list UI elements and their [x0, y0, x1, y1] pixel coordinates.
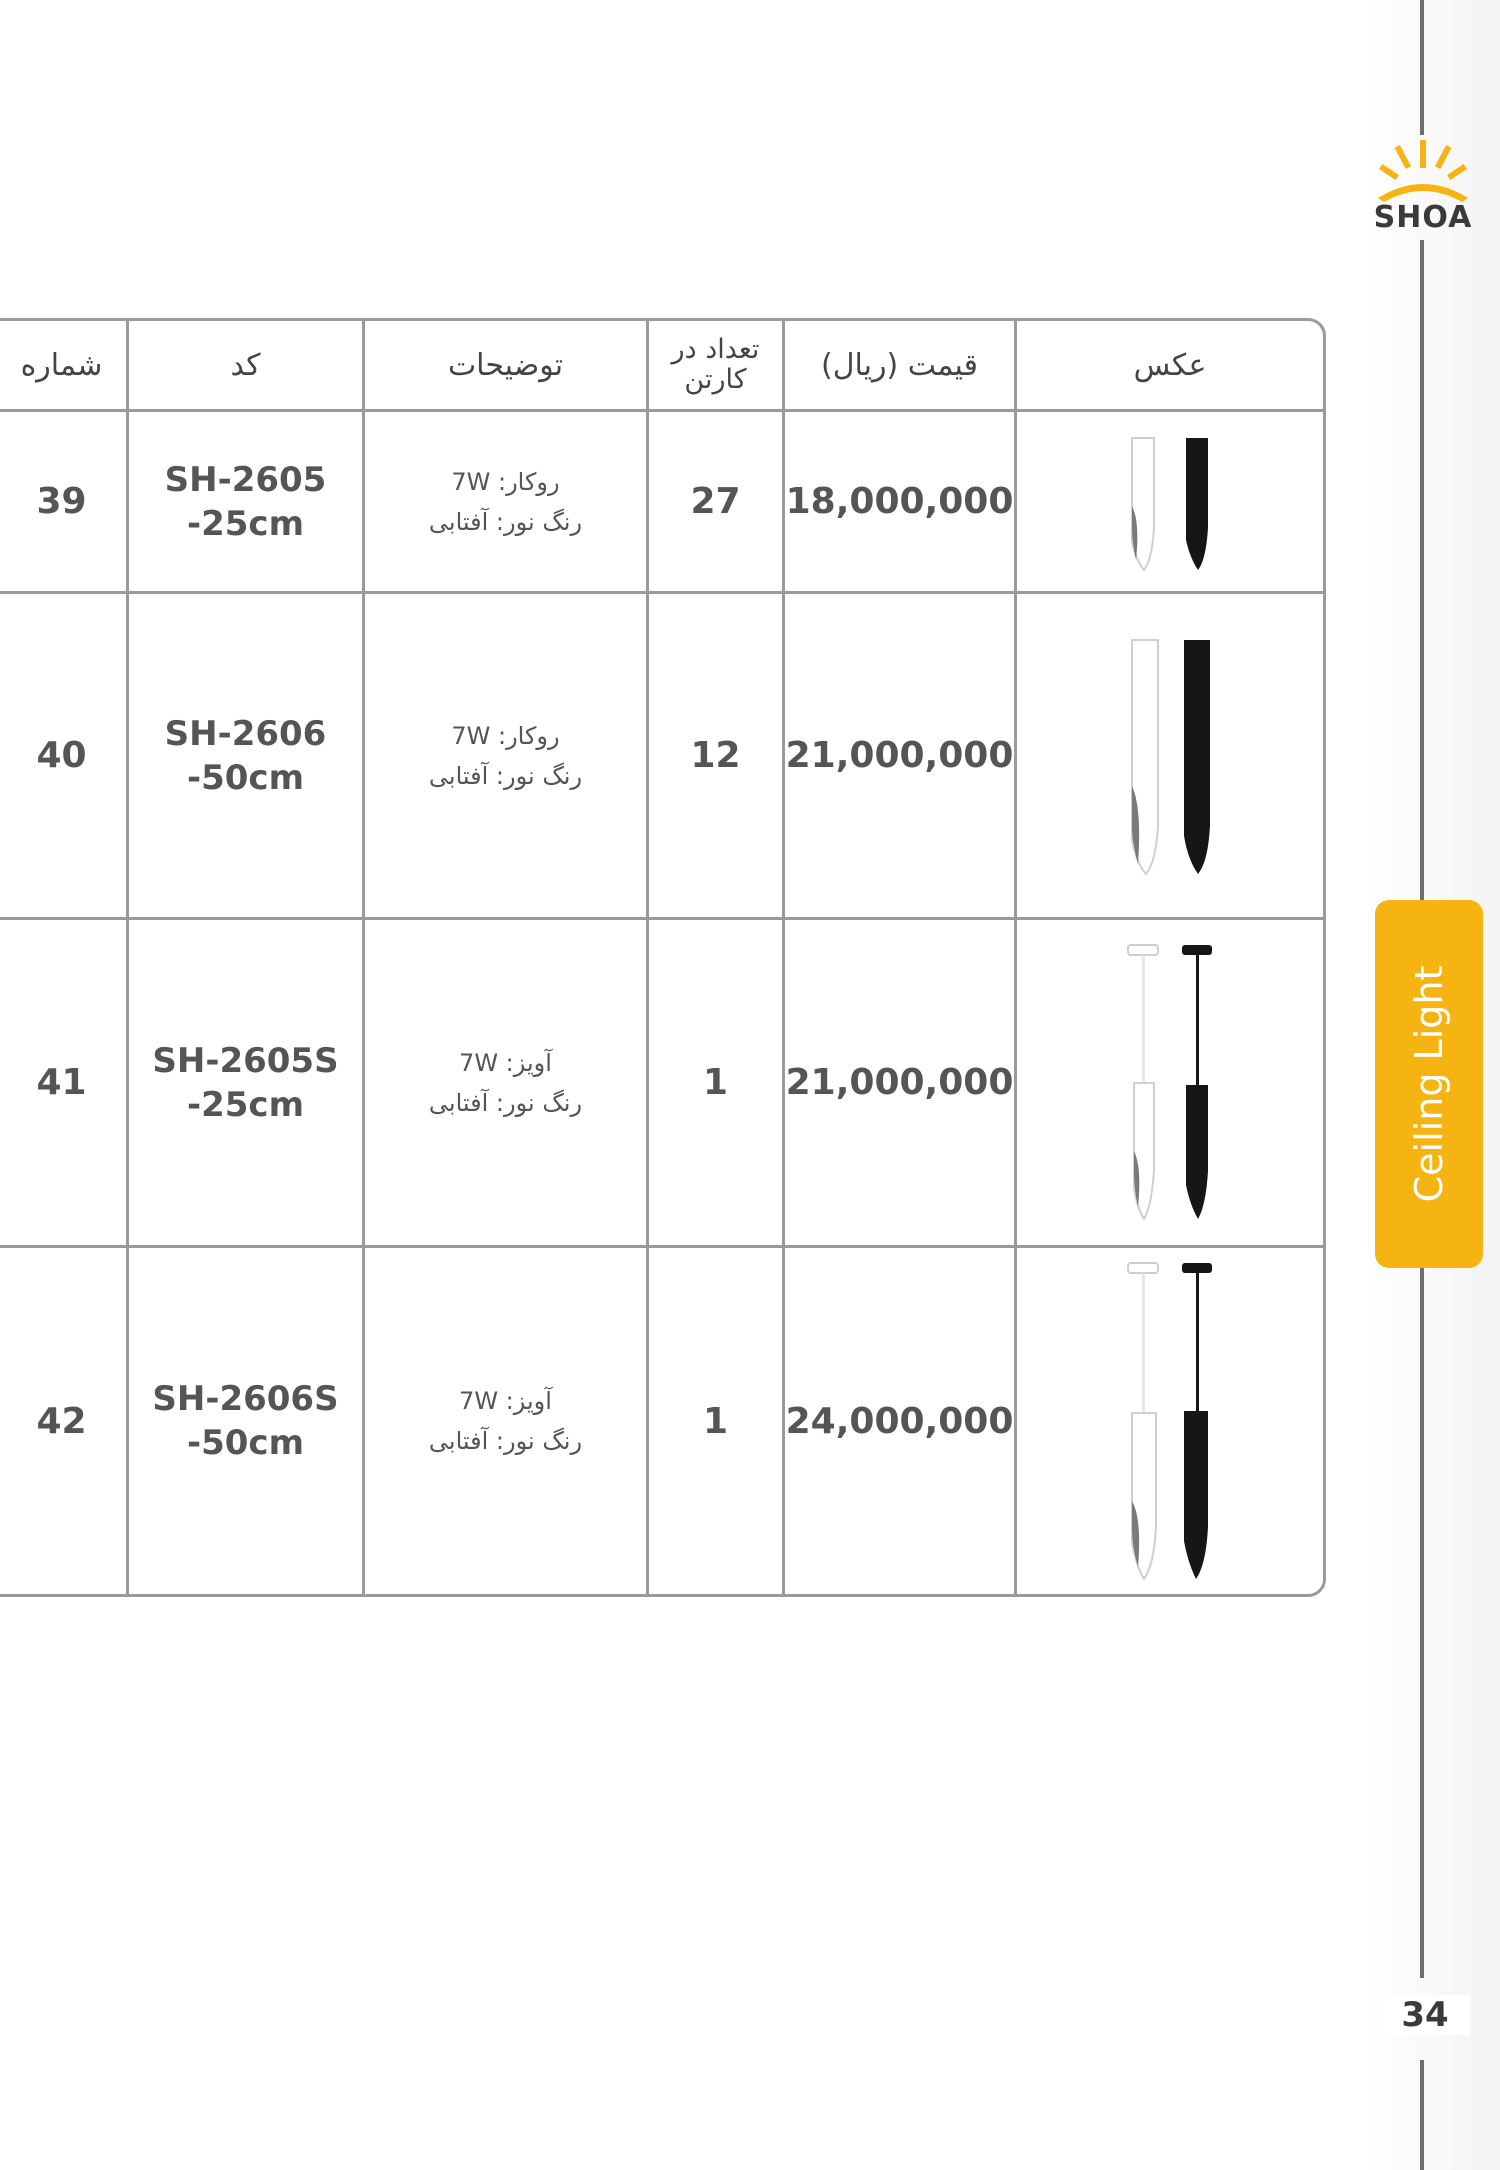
row-code — [129, 412, 365, 594]
desc-line-1: آویز: 7W — [459, 1048, 552, 1077]
header-description: توضیحات — [365, 321, 649, 412]
side-rule-bottom — [1420, 2060, 1424, 2170]
row-number: 40 — [0, 594, 129, 920]
row-code — [129, 1248, 365, 1594]
brand-name: SHOA — [1373, 200, 1473, 235]
row-photo — [1017, 1248, 1323, 1594]
category-tab-label: Ceiling Light — [1407, 965, 1451, 1203]
row-quantity: 1 — [649, 920, 785, 1248]
row-code — [129, 920, 365, 1248]
code-line-1: SH-2606 — [164, 713, 327, 754]
product-table — [0, 318, 1326, 1597]
row-price: 21,000,000 — [785, 594, 1017, 920]
pendant-light-long-image — [1110, 1261, 1230, 1581]
row-description — [365, 594, 649, 920]
row-description — [365, 1248, 649, 1594]
row-photo — [1017, 594, 1323, 920]
row-quantity: 1 — [649, 1248, 785, 1594]
row-price: 21,000,000 — [785, 920, 1017, 1248]
desc-line-1: آویز: 7W — [459, 1387, 552, 1415]
row-quantity: 27 — [649, 412, 785, 594]
header-price: قیمت (ریال) — [785, 321, 1017, 412]
row-number: 42 — [0, 1248, 129, 1594]
row-quantity: 12 — [649, 594, 785, 920]
row-description — [365, 412, 649, 594]
header-number: شماره — [0, 321, 129, 412]
row-price: 24,000,000 — [785, 1248, 1017, 1594]
category-tab — [1375, 900, 1483, 1268]
desc-line-2: رنگ نور: آفتابی — [428, 507, 583, 536]
row-description — [365, 920, 649, 1248]
table-header-row — [0, 321, 1323, 412]
table-row — [0, 920, 1323, 1248]
desc-line-2: رنگ نور: آفتابی — [428, 1427, 583, 1455]
row-price: 18,000,000 — [785, 412, 1017, 594]
row-number: 41 — [0, 920, 129, 1248]
row-code — [129, 594, 365, 920]
row-photo — [1017, 412, 1323, 594]
code-line-1: SH-2606S — [152, 1379, 339, 1419]
code-line-2: -50cm — [186, 1423, 304, 1463]
desc-line-1: روکار: 7W — [451, 721, 560, 750]
row-number: 39 — [0, 412, 129, 594]
pendant-light-short-image — [1110, 943, 1230, 1223]
side-rule-upper — [1420, 240, 1424, 900]
table-row — [0, 412, 1323, 594]
code-line-1: SH-2605S — [152, 1040, 339, 1081]
code-line-2: -25cm — [186, 1084, 304, 1125]
row-photo — [1017, 920, 1323, 1248]
desc-line-1: روکار: 7W — [451, 467, 560, 496]
code-line-2: -50cm — [186, 757, 304, 798]
surface-light-long-image — [1110, 636, 1230, 876]
header-code: کد — [129, 321, 365, 412]
side-rule-top — [1420, 0, 1424, 135]
side-rule-lower — [1420, 1268, 1424, 1978]
header-photo: عکس — [1017, 321, 1323, 412]
page-number: 34 — [1380, 1995, 1470, 2035]
desc-line-2: رنگ نور: آفتابی — [428, 1088, 583, 1117]
code-line-1: SH-2605 — [164, 459, 327, 500]
surface-light-short-image — [1110, 432, 1230, 572]
table-row — [0, 594, 1323, 920]
desc-line-2: رنگ نور: آفتابی — [428, 761, 583, 790]
header-quantity: تعداد در کارتن — [649, 321, 785, 412]
code-line-2: -25cm — [186, 503, 304, 544]
table-row — [0, 1248, 1323, 1594]
